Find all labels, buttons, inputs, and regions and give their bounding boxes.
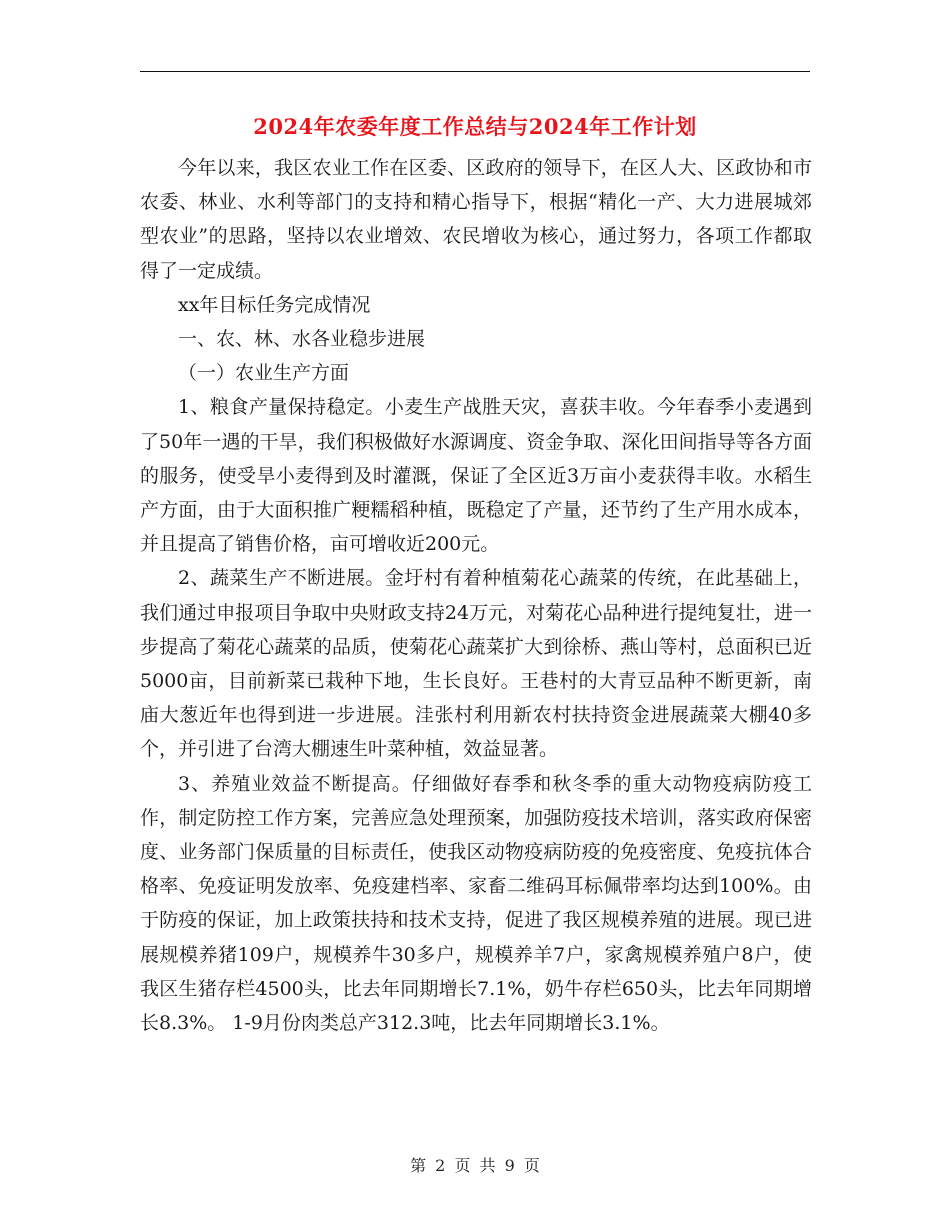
header-rule [140,71,810,72]
section-heading-targets: xx年目标任务完成情况 [178,293,371,316]
document-title: 2024年农委年度工作总结与2024年工作计划 [253,114,697,139]
document-body [140,151,812,1040]
intro-paragraph: 今年以来，我区农业工作在区委、区政府的领导下，在区人大、区政协和市农委、林业、水利等部门的支持和精心指导下，根据“精化一产、大力进展城郊型农业”的思路，坚持以农业增效、农民增收为核心，通过努力，各项工作都取得了一定成绩。 [140,157,812,282]
paragraph-vegetables: 2、蔬菜生产不断进展。金圩村有着种植菊花心蔬菜的传统，在此基础上，我们通过申报项目争取中央财政支持24万元，对菊花心品种进行提纯复壮，进一步提高了菊花心蔬菜的品质，使菊花心蔬菜扩大到徐桥、燕山等村，总面积已近5000亩，目前新菜已栽种下地，生长良好。王巷村的大青豆品种不断更新，南庙大葱近年也得到进一步进展。洼张村利用新农村扶持资金进展蔬菜大棚40多个，并引进了台湾大棚速生叶菜种植，效益显著。 [140,567,812,761]
page-number: 第 2 页 共 9 页 [410,1156,540,1175]
subsection-heading-production: （一）农业生产方面 [178,362,350,385]
paragraph-livestock: 3、养殖业效益不断提高。仔细做好春季和秋冬季的重大动物疫病防疫工作，制定防控工作方案，完善应急处理预案，加强防疫技术培训，落实政府保密度、业务部门保质量的目标责任，使我区动物疫病防疫的免疫密度、免疫抗体合格率、免疫证明发放率、免疫建档率、家畜二维码耳标佩带率均达到100%。由于防疫的保证，加上政策扶持和技术支持，促进了我区规模养殖的进展。现已进展规模养猪109户，规模养牛30多户，规模养羊7户，家禽规模养殖户8户，使我区生猪存栏4500头，比去年同期增长7.1%，奶牛存栏650头，比去年同期增长8.3%。 1-9月份肉类总产312.3吨，比去年同期增长3.1%。 [140,772,812,1035]
paragraph-grain: 1、粮食产量保持稳定。小麦生产战胜天灾，喜获丰收。今年春季小麦遇到了50年一遇的干旱，我们积极做好水源调度、资金争取、深化田间指导等各方面的服务，使受旱小麦得到及时灌溉，保证了全区近3万亩小麦获得丰收。水稻生产方面，由于大面积推广粳糯稻种植，既稳定了产量，还节约了生产用水成本，并且提高了销售价格，亩可增收近200元。 [140,396,812,556]
section-heading-agriculture: 一、农、林、水各业稳步进展 [178,328,426,351]
